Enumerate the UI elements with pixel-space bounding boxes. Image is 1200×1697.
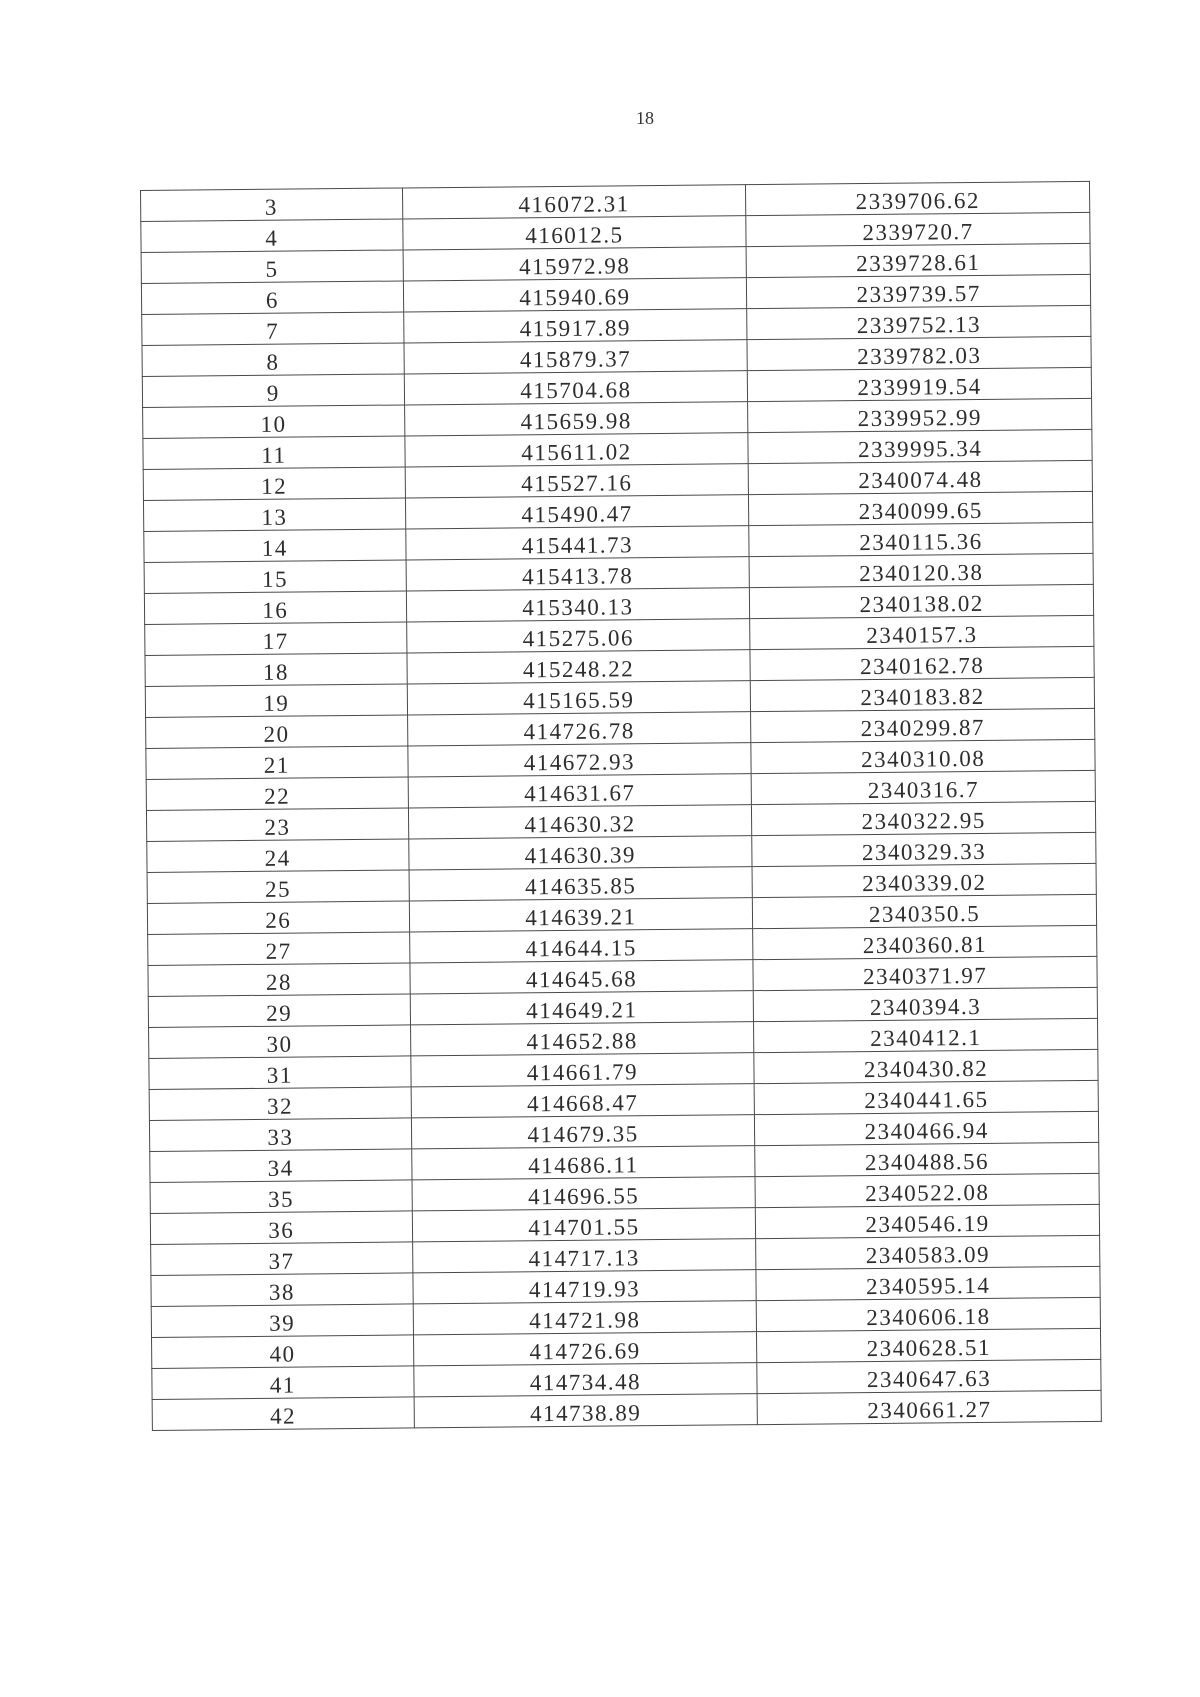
x-coordinate-cell: 414696.55 [412,1177,756,1211]
point-number-cell: 26 [147,901,409,935]
y-coordinate-cell: 2340441.65 [754,1080,1098,1114]
y-coordinate-cell: 2340157.3 [750,615,1094,649]
x-coordinate-cell: 414668.47 [411,1084,755,1118]
point-number-cell: 23 [146,808,408,842]
y-coordinate-cell: 2339720.7 [746,212,1090,246]
x-coordinate-cell: 415165.59 [407,681,751,715]
x-coordinate-cell: 414631.67 [408,774,752,808]
y-coordinate-cell: 2340120.38 [749,553,1093,587]
y-coordinate-cell: 2340647.63 [757,1359,1101,1393]
x-coordinate-cell: 415879.37 [404,340,748,374]
x-coordinate-cell: 415340.13 [406,588,750,622]
y-coordinate-cell: 2340546.19 [756,1204,1100,1238]
point-number-cell: 34 [150,1149,412,1183]
x-coordinate-cell: 416072.31 [402,185,746,219]
x-coordinate-cell: 414644.15 [409,929,753,963]
y-coordinate-cell: 2340595.14 [756,1266,1100,1300]
x-coordinate-cell: 415490.47 [405,495,749,529]
y-coordinate-cell: 2340183.82 [751,677,1095,711]
x-coordinate-cell: 414639.21 [409,898,753,932]
point-number-cell: 18 [145,653,407,687]
point-number-cell: 27 [148,932,410,966]
y-coordinate-cell: 2340661.27 [757,1390,1101,1424]
y-coordinate-cell: 2339952.99 [748,398,1092,432]
x-coordinate-cell: 415704.68 [404,371,748,405]
y-coordinate-cell: 2340115.36 [749,522,1093,556]
point-number-cell: 19 [145,684,407,718]
y-coordinate-cell: 2340329.33 [752,832,1096,866]
x-coordinate-cell: 414630.39 [408,836,752,870]
point-number-cell: 8 [142,343,404,377]
y-coordinate-cell: 2340322.95 [752,801,1096,835]
point-number-cell: 24 [147,839,409,873]
x-coordinate-cell: 415441.73 [405,526,749,560]
y-coordinate-cell: 2340466.94 [755,1111,1099,1145]
y-coordinate-cell: 2340310.08 [751,739,1095,773]
coordinate-table [140,181,1102,1431]
point-number-cell: 20 [146,715,408,749]
point-number-cell: 11 [143,436,405,470]
x-coordinate-cell: 415275.06 [406,619,750,653]
y-coordinate-cell: 2340488.56 [755,1142,1099,1176]
y-coordinate-cell: 2339706.62 [746,181,1090,215]
point-number-cell: 22 [146,777,408,811]
point-number-cell: 9 [142,374,404,408]
x-coordinate-cell: 414645.68 [410,960,754,994]
x-coordinate-cell: 414679.35 [411,1115,755,1149]
point-number-cell: 16 [144,591,406,625]
x-coordinate-cell: 415917.89 [403,309,747,343]
y-coordinate-cell: 2339995.34 [748,429,1092,463]
point-number-cell: 28 [148,963,410,997]
y-coordinate-cell: 2340360.81 [753,925,1097,959]
coordinate-table-body [141,181,1102,1430]
x-coordinate-cell: 414721.98 [413,1301,757,1335]
x-coordinate-cell: 416012.5 [402,216,746,250]
y-coordinate-cell: 2340522.08 [755,1173,1099,1207]
point-number-cell: 39 [151,1304,413,1338]
x-coordinate-cell: 414734.48 [413,1363,757,1397]
x-coordinate-cell: 414635.85 [409,867,753,901]
x-coordinate-cell: 414738.89 [414,1394,758,1428]
x-coordinate-cell: 414701.55 [412,1208,756,1242]
x-coordinate-cell: 414672.93 [407,743,751,777]
x-coordinate-cell: 414717.13 [412,1239,756,1273]
y-coordinate-cell: 2340299.87 [751,708,1095,742]
point-number-cell: 10 [143,405,405,439]
y-coordinate-cell: 2340074.48 [748,460,1092,494]
y-coordinate-cell: 2340316.7 [751,770,1095,804]
x-coordinate-cell: 414630.32 [408,805,752,839]
y-coordinate-cell: 2339752.13 [747,305,1091,339]
point-number-cell: 7 [142,312,404,346]
x-coordinate-cell: 414649.21 [410,991,754,1025]
x-coordinate-cell: 415659.98 [404,402,748,436]
point-number-cell: 5 [141,250,403,284]
x-coordinate-cell: 414726.69 [413,1332,757,1366]
y-coordinate-cell: 2340339.02 [752,863,1096,897]
y-coordinate-cell: 2339728.61 [746,243,1090,277]
x-coordinate-cell: 415940.69 [403,278,747,312]
point-number-cell: 33 [149,1118,411,1152]
point-number-cell: 42 [152,1397,414,1431]
point-number-cell: 6 [141,281,403,315]
point-number-cell: 13 [143,498,405,532]
point-number-cell: 30 [149,1025,411,1059]
y-coordinate-cell: 2340371.97 [753,956,1097,990]
point-number-cell: 31 [149,1056,411,1090]
point-number-cell: 32 [149,1087,411,1121]
y-coordinate-cell: 2340099.65 [749,491,1093,525]
x-coordinate-cell: 414719.93 [413,1270,757,1304]
point-number-cell: 36 [150,1211,412,1245]
x-coordinate-cell: 414652.88 [410,1022,754,1056]
x-coordinate-cell: 415413.78 [406,557,750,591]
point-number-cell: 17 [145,622,407,656]
x-coordinate-cell: 415972.98 [403,247,747,281]
y-coordinate-cell: 2340394.3 [753,987,1097,1021]
point-number-cell: 15 [144,560,406,594]
y-coordinate-cell: 2340606.18 [756,1297,1100,1331]
point-number-cell: 14 [144,529,406,563]
point-number-cell: 21 [146,746,408,780]
x-coordinate-cell: 415248.22 [407,650,751,684]
x-coordinate-cell: 415527.16 [405,464,749,498]
y-coordinate-cell: 2340583.09 [756,1235,1100,1269]
y-coordinate-cell: 2340138.02 [750,584,1094,618]
page-number: 18 [636,108,654,128]
x-coordinate-cell: 414661.79 [410,1053,754,1087]
y-coordinate-cell: 2340430.82 [754,1049,1098,1083]
y-coordinate-cell: 2340162.78 [750,646,1094,680]
point-number-cell: 3 [141,188,403,222]
y-coordinate-cell: 2339739.57 [747,274,1091,308]
point-number-cell: 41 [152,1366,414,1400]
x-coordinate-cell: 414726.78 [407,712,751,746]
y-coordinate-cell: 2340628.51 [757,1328,1101,1362]
point-number-cell: 37 [151,1242,413,1276]
point-number-cell: 40 [152,1335,414,1369]
point-number-cell: 25 [147,870,409,904]
point-number-cell: 12 [143,467,405,501]
point-number-cell: 4 [141,219,403,253]
point-number-cell: 38 [151,1273,413,1307]
x-coordinate-cell: 415611.02 [404,433,748,467]
y-coordinate-cell: 2339919.54 [748,367,1092,401]
point-number-cell: 35 [150,1180,412,1214]
y-coordinate-cell: 2339782.03 [747,336,1091,370]
point-number-cell: 29 [148,994,410,1028]
x-coordinate-cell: 414686.11 [411,1146,755,1180]
y-coordinate-cell: 2340350.5 [753,894,1097,928]
y-coordinate-cell: 2340412.1 [754,1018,1098,1052]
